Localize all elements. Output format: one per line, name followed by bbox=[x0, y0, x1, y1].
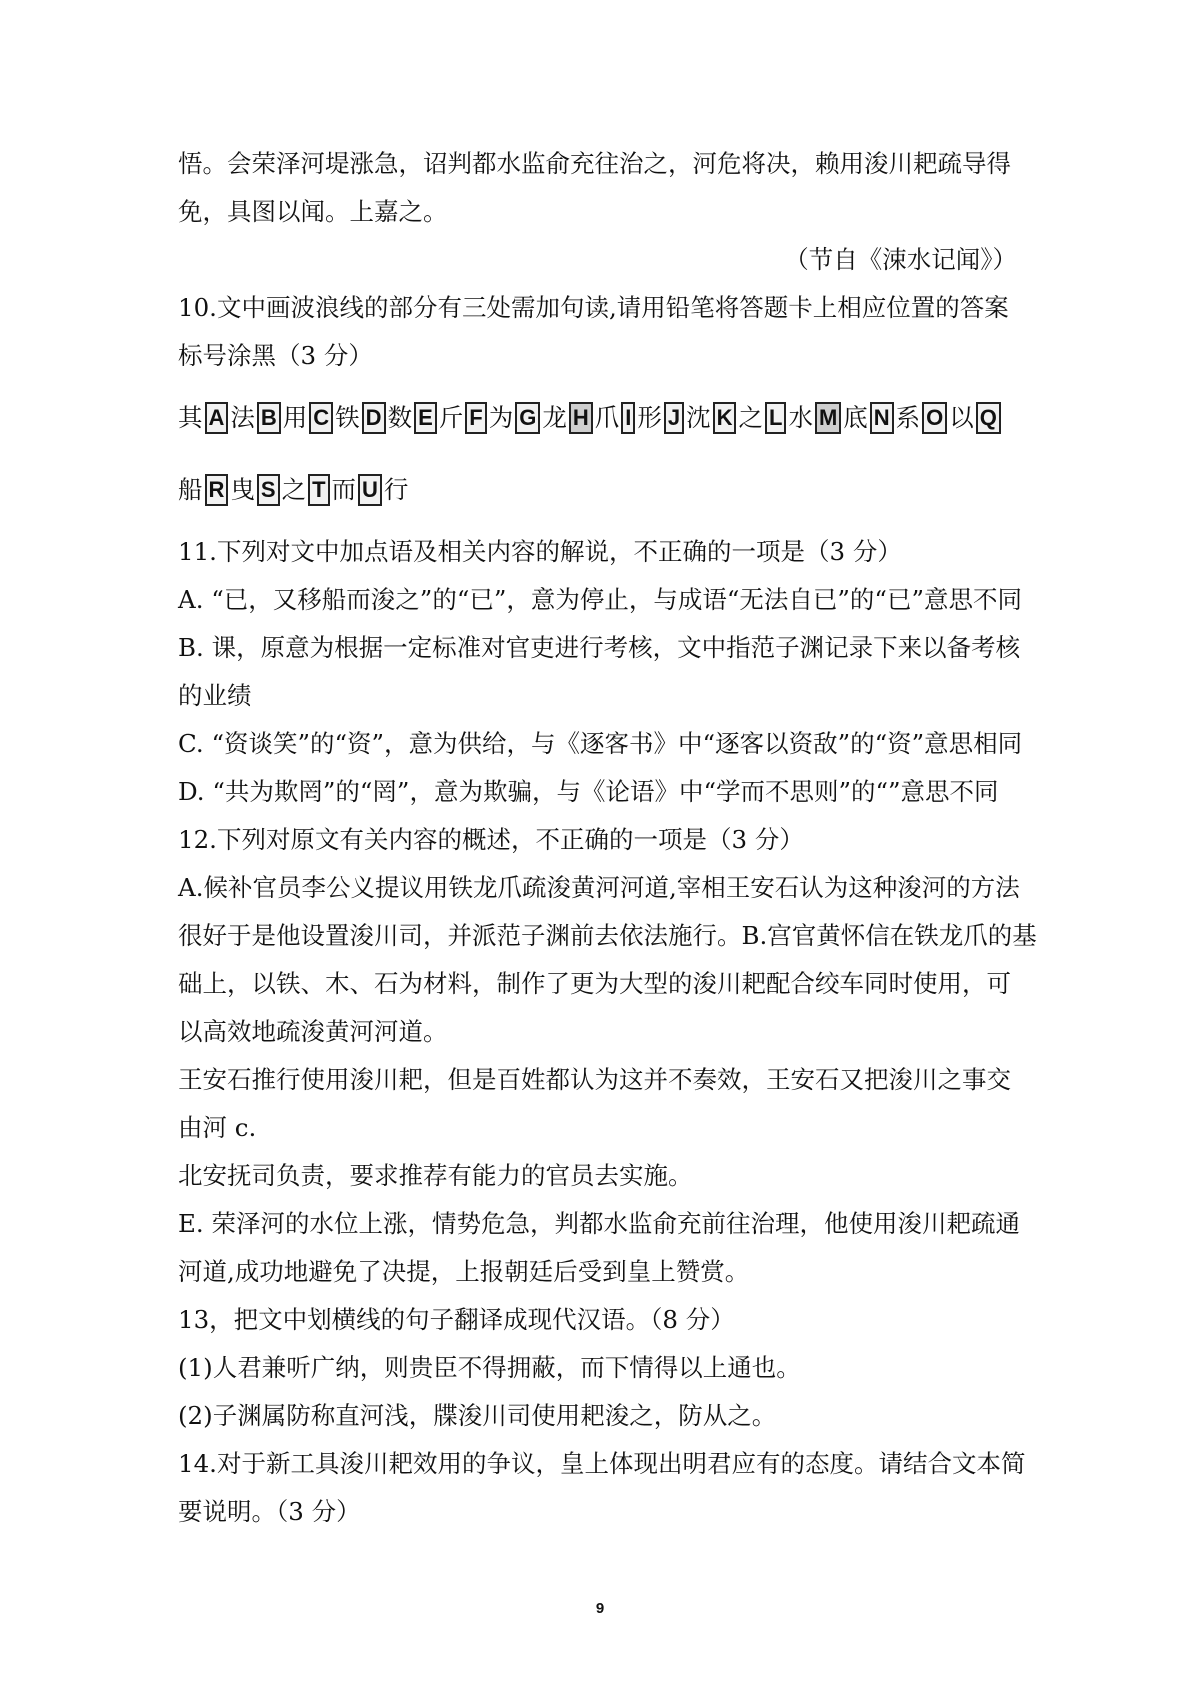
q12-line-4: 以高效地疏浚黄河河道。 bbox=[178, 1017, 448, 1046]
option-box-b: B bbox=[257, 402, 281, 434]
passage-char: 形 bbox=[637, 403, 662, 432]
q12-line-9: 河道,成功地避免了决提，上报朝廷后受到皇上赞赏。 bbox=[178, 1257, 750, 1286]
passage-char: 爪 bbox=[594, 403, 620, 432]
passage-char: 而 bbox=[331, 475, 357, 504]
passage-char: 行 bbox=[383, 475, 409, 504]
passage-char: 为 bbox=[488, 403, 514, 432]
q11-option-d: D. “共为欺罔”的“罔”，意为欺骗，与《论语》中“学而不思则”的“”意思不同 bbox=[178, 777, 999, 806]
q13-sentence-2: (2)子渊属防称直河浅，牒浚川司使用耙浚之，防从之。 bbox=[178, 1401, 777, 1430]
option-box-e: E bbox=[414, 402, 437, 434]
passage-char: 船 bbox=[178, 475, 203, 504]
passage-line-2: 免，具图以闻。上嘉之。 bbox=[178, 197, 448, 226]
option-box-c: C bbox=[309, 402, 333, 434]
option-box-g: G bbox=[515, 402, 540, 434]
option-box-s: S bbox=[257, 474, 280, 506]
q11-option-b-line-2: 的业绩 bbox=[178, 681, 252, 710]
q14-line-2: 要说明。（3 分） bbox=[178, 1497, 361, 1526]
q11-option-a: A. “已，又移船而浚之”的“已”，意为停止，与成语“无法自已”的“已”意思不同 bbox=[178, 585, 1022, 614]
q11-stem: 11.下列对文中加点语及相关内容的解说，不正确的一项是（3 分） bbox=[178, 537, 902, 566]
q10-marker-row-1 bbox=[178, 386, 1025, 450]
passage-char: 铁 bbox=[335, 403, 360, 432]
option-box-t: T bbox=[308, 474, 329, 506]
passage-source: （节自《涑水记闻》） bbox=[784, 245, 1017, 274]
q14-line-1: 14.对于新工具浚川耙效用的争议，皇上体现出明君应有的态度。请结合文本简 bbox=[178, 1449, 1026, 1478]
q12-stem: 12.下列对原文有关内容的概述，不正确的一项是（3 分） bbox=[178, 825, 804, 854]
passage-char: 之 bbox=[281, 475, 307, 504]
option-box-a: A bbox=[205, 402, 229, 434]
q10-stem-line-2: 标号涂黑（3 分） bbox=[178, 341, 373, 370]
passage-line-1: 悟。会荣泽河堤涨急，诏判都水监俞充往治之，河危将决，赖用浚川耙疏导得 bbox=[178, 149, 1011, 178]
option-box-u: U bbox=[358, 474, 382, 506]
q12-line-2: 很好于是他设置浚川司，并派范子渊前去依法施行。B.宫官黄怀信在铁龙爪的基 bbox=[178, 921, 1037, 950]
q12-line-8: E. 荣泽河的水位上涨，情势危急，判都水监俞充前往治理，他使用浚川耙疏通 bbox=[178, 1209, 1020, 1238]
q12-line-5: 王安石推行使用浚川耙，但是百姓都认为这并不奏效，王安石又把浚川之事交 bbox=[178, 1065, 1011, 1094]
passage-char: 底 bbox=[843, 403, 868, 432]
option-box-h: H bbox=[569, 402, 593, 434]
option-box-j: J bbox=[664, 402, 684, 434]
passage-char: 水 bbox=[788, 403, 813, 432]
q12-line-3: 础上，以铁、木、石为材料，制作了更为大型的浚川耙配合绞车同时使用，可 bbox=[178, 969, 1011, 998]
option-box-r: R bbox=[205, 474, 229, 506]
option-box-d: D bbox=[362, 402, 386, 434]
q10-stem-line-1: 10.文中画波浪线的部分有三处需加句读,请用铅笔将答题卡上相应位置的答案 bbox=[178, 293, 1009, 322]
passage-char: 沈 bbox=[686, 403, 711, 432]
option-box-n: N bbox=[870, 402, 894, 434]
q12-line-6: 由河 c. bbox=[178, 1113, 257, 1142]
q13-stem: 13，把文中划横线的句子翻译成现代汉语。（8 分） bbox=[178, 1305, 735, 1334]
option-box-q: Q bbox=[976, 402, 1001, 434]
passage-char: 之 bbox=[738, 403, 763, 432]
q11-option-c: C. “资谈笑”的“资”，意为供给，与《逐客书》中“逐客以资敌”的“资”意思相同 bbox=[178, 729, 1023, 758]
page-number: 9 bbox=[595, 1600, 605, 1617]
option-box-o: O bbox=[922, 402, 947, 434]
q12-line-1: A.候补官员李公义提议用铁龙爪疏浚黄河河道,宰相王安石认为这种浚河的方法 bbox=[178, 873, 1020, 902]
passage-char: 斤 bbox=[438, 403, 464, 432]
q13-sentence-1: (1)人君兼听广纳，则贵臣不得拥蔽，而下情得以上通也。 bbox=[178, 1353, 801, 1382]
q10-marker-row-2 bbox=[178, 458, 1025, 522]
passage-char: 以 bbox=[949, 403, 974, 432]
option-box-i: I bbox=[621, 402, 635, 434]
option-box-k: K bbox=[713, 402, 737, 434]
passage-char: 曳 bbox=[230, 475, 255, 504]
option-box-f: F bbox=[465, 402, 486, 434]
option-box-m: M bbox=[815, 402, 841, 434]
passage-char: 用 bbox=[282, 403, 308, 432]
passage-char: 数 bbox=[387, 403, 413, 432]
q12-line-7: 北安抚司负责，要求推荐有能力的官员去实施。 bbox=[178, 1161, 693, 1190]
q11-option-b-line-1: B. 课，原意为根据一定标准对官吏进行考核，文中指范子渊记录下来以备考核 bbox=[178, 633, 1021, 662]
option-box-l: L bbox=[765, 402, 786, 434]
passage-char: 其 bbox=[178, 403, 203, 432]
passage-char: 龙 bbox=[542, 403, 567, 432]
passage-char: 系 bbox=[895, 403, 921, 432]
passage-char: 法 bbox=[230, 403, 255, 432]
